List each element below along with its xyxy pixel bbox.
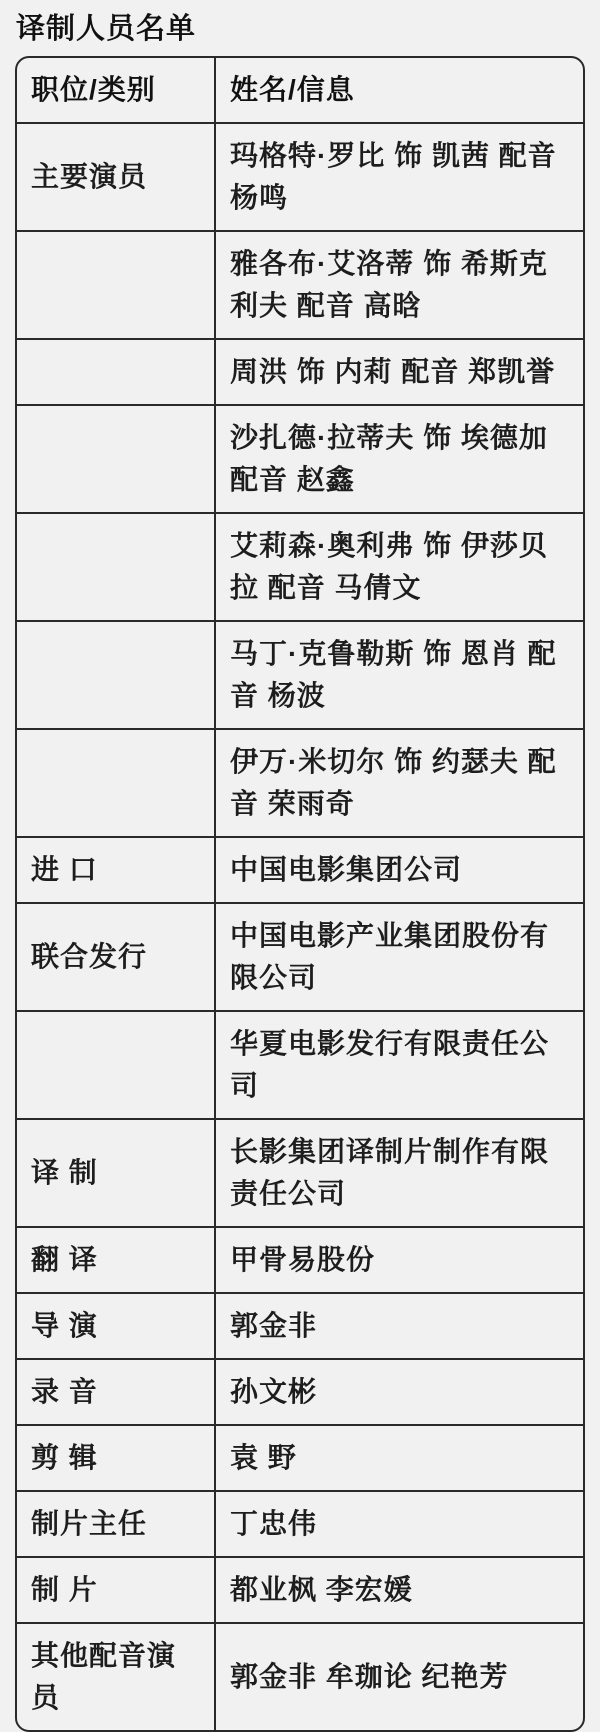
position-cell — [17, 513, 215, 621]
info-cell: 中国电影集团公司 — [215, 837, 583, 903]
table-row — [17, 123, 583, 231]
table-row — [17, 1359, 583, 1425]
position-cell — [17, 621, 215, 729]
table-row — [17, 339, 583, 405]
header-row — [17, 58, 583, 123]
table-row — [17, 231, 583, 339]
info-cell: 孙文彬 — [215, 1359, 583, 1425]
table-row — [17, 1557, 583, 1623]
position-cell — [17, 1011, 215, 1119]
table-row — [17, 837, 583, 903]
position-cell — [17, 405, 215, 513]
table-row — [17, 1293, 583, 1359]
info-cell: 袁 野 — [215, 1425, 583, 1491]
table-row — [17, 1011, 583, 1119]
info-cell: 甲骨易股份 — [215, 1227, 583, 1293]
info-cell: 华夏电影发行有限责任公司 — [215, 1011, 583, 1119]
column-header-position: 职位/类别 — [31, 74, 156, 105]
table-row — [17, 1491, 583, 1557]
info-cell: 都业枫 李宏媛 — [215, 1557, 583, 1623]
info-cell: 长影集团译制片制作有限责任公司 — [215, 1119, 583, 1227]
info-cell: 丁忠伟 — [215, 1491, 583, 1557]
table-row — [17, 1119, 583, 1227]
credits-table — [17, 58, 583, 1730]
info-cell: 艾莉森·奥利弗 饰 伊莎贝拉 配音 马倩文 — [215, 513, 583, 621]
position-cell: 翻 译 — [17, 1227, 215, 1293]
table-row — [17, 1623, 583, 1730]
info-cell: 郭金非 — [215, 1293, 583, 1359]
position-cell: 录 音 — [17, 1359, 215, 1425]
table-row — [17, 621, 583, 729]
column-header-info: 姓名/信息 — [215, 58, 583, 123]
info-cell: 中国电影产业集团股份有限公司 — [215, 903, 583, 1011]
position-cell: 导 演 — [17, 1293, 215, 1359]
table-row — [17, 513, 583, 621]
table-row — [17, 729, 583, 837]
table-row — [17, 1425, 583, 1491]
position-cell: 制 片 — [17, 1557, 215, 1623]
info-cell: 郭金非 牟珈论 纪艳芳 — [215, 1623, 583, 1730]
info-cell: 马丁·克鲁勒斯 饰 恩肖 配音 杨波 — [215, 621, 583, 729]
position-cell: 进 口 — [17, 837, 215, 903]
position-cell: 剪 辑 — [17, 1425, 215, 1491]
position-cell: 主要演员 — [17, 123, 215, 231]
position-cell: 其他配音演员 — [17, 1623, 215, 1730]
page-title: 译制人员名单 — [16, 13, 197, 45]
position-cell: 译 制 — [17, 1119, 215, 1227]
position-cell: 制片主任 — [17, 1491, 215, 1557]
table-row — [17, 1227, 583, 1293]
info-cell: 雅各布·艾洛蒂 饰 希斯克利夫 配音 高晗 — [215, 231, 583, 339]
position-cell — [17, 339, 215, 405]
table-row — [17, 903, 583, 1011]
table-row — [17, 405, 583, 513]
position-cell — [17, 729, 215, 837]
credits-table-container — [15, 56, 585, 1732]
info-cell: 玛格特·罗比 饰 凯茜 配音 杨鸣 — [215, 123, 583, 231]
info-cell: 伊万·米切尔 饰 约瑟夫 配音 荣雨奇 — [215, 729, 583, 837]
position-cell: 联合发行 — [17, 903, 215, 1011]
info-cell: 沙扎德·拉蒂夫 饰 埃德加 配音 赵鑫 — [215, 405, 583, 513]
position-cell — [17, 231, 215, 339]
info-cell: 周洪 饰 内莉 配音 郑凯誉 — [215, 339, 583, 405]
